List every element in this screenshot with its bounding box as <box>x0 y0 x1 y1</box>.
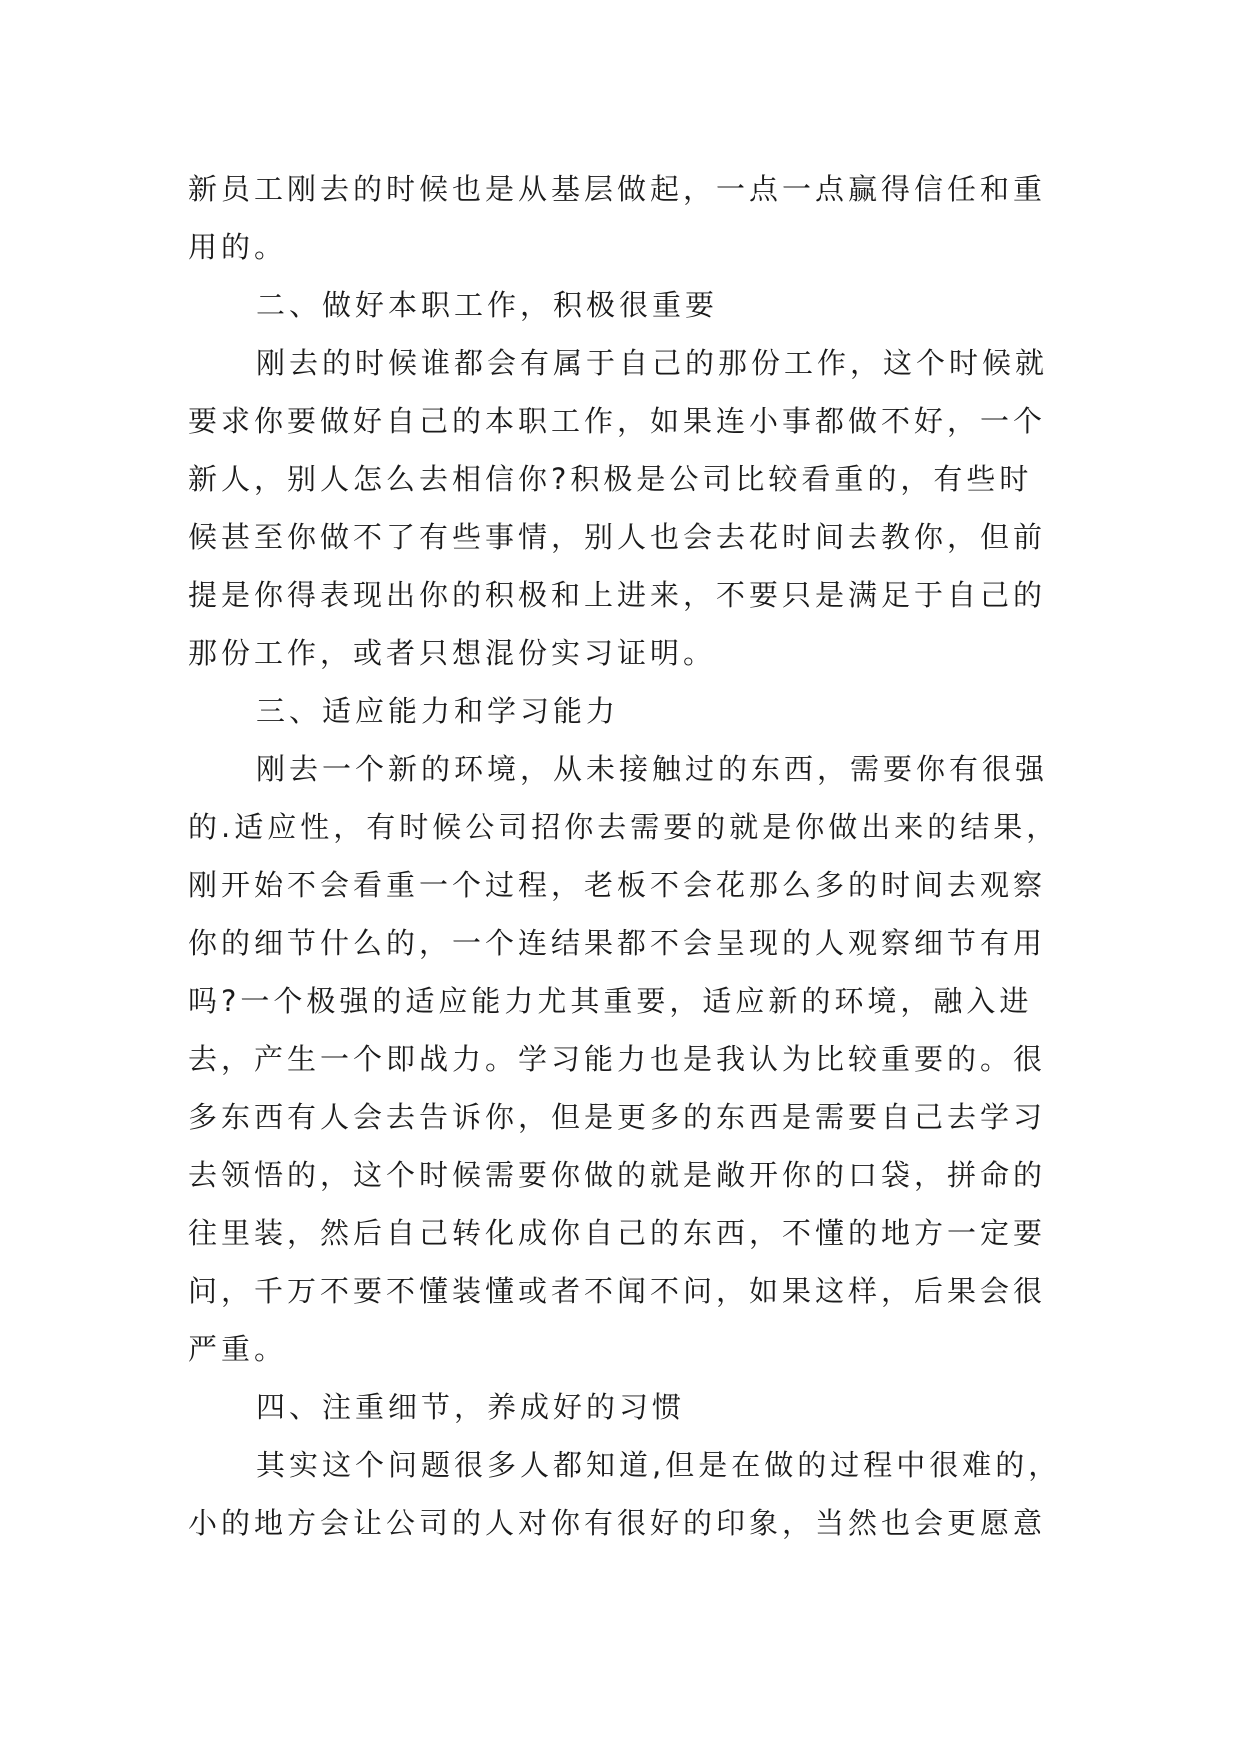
text-line: 小的地方会让公司的人对你有很好的印象，当然也会更愿意 <box>188 1506 1047 1540</box>
text-line: 去，产生一个即战力。学习能力也是我认为比较重要的。很 <box>188 1042 1047 1076</box>
text-line: 严重。 <box>188 1332 288 1366</box>
text-line: 用的。 <box>188 230 288 264</box>
text-line: 刚开始不会看重一个过程，老板不会花那么多的时间去观察 <box>188 868 1047 902</box>
section-heading: 二、做好本职工作，积极很重要 <box>256 288 719 322</box>
text-line: 提是你得表现出你的积极和上进来，不要只是满足于自己的 <box>188 578 1047 612</box>
text-line: 刚去一个新的环境，从未接触过的东西，需要你有很强 <box>256 752 1049 786</box>
text-line: 那份工作，或者只想混份实习证明。 <box>188 636 717 670</box>
text-line: 新员工刚去的时候也是从基层做起，一点一点赢得信任和重 <box>188 172 1047 206</box>
text-line: 吗?一个极强的适应能力尤其重要，适应新的环境，融入进 <box>188 984 1033 1018</box>
section-heading: 四、注重细节，养成好的习惯 <box>256 1390 686 1424</box>
section-heading: 三、适应能力和学习能力 <box>256 694 620 728</box>
text-line: 的.适应性，有时候公司招你去需要的就是你做出来的结果， <box>188 810 1060 844</box>
text-line: 新人，别人怎么去相信你?积极是公司比较看重的，有些时 <box>188 462 1033 496</box>
text-line: 去领悟的，这个时候需要你做的就是敞开你的口袋，拼命的 <box>188 1158 1047 1192</box>
text-line: 问，千万不要不懂装懂或者不闻不问，如果这样，后果会很 <box>188 1274 1047 1308</box>
text-line: 其实这个问题很多人都知道,但是在做的过程中很难的， <box>256 1448 1062 1482</box>
document-body <box>188 160 1062 1552</box>
text-line: 你的细节什么的，一个连结果都不会呈现的人观察细节有用 <box>188 926 1047 960</box>
text-line: 候甚至你做不了有些事情，别人也会去花时间去教你，但前 <box>188 520 1047 554</box>
text-line: 往里装，然后自己转化成你自己的东西，不懂的地方一定要 <box>188 1216 1047 1250</box>
text-line: 多东西有人会去告诉你，但是更多的东西是需要自己去学习 <box>188 1100 1047 1134</box>
text-line: 要求你要做好自己的本职工作，如果连小事都做不好，一个 <box>188 404 1047 438</box>
text-line: 刚去的时候谁都会有属于自己的那份工作，这个时候就 <box>256 346 1049 380</box>
